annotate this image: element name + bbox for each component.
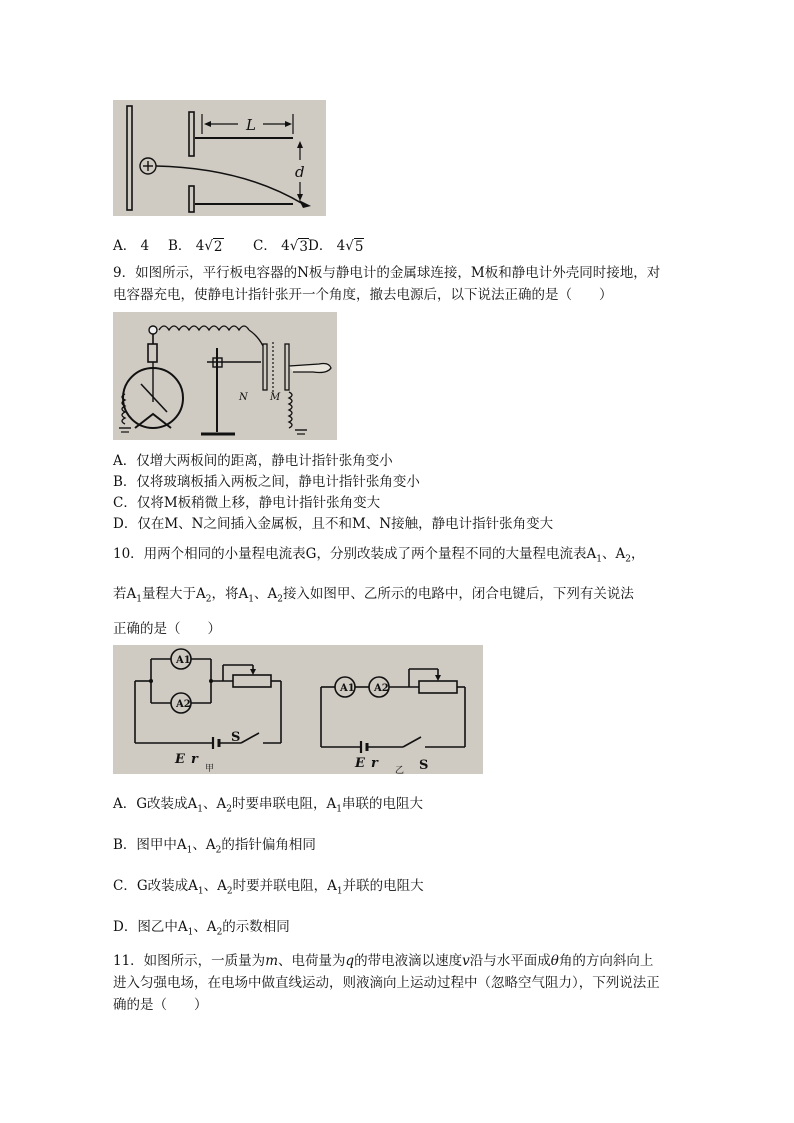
q10-option-d: D．图乙中$A_1$、$A_2$的示数相同 bbox=[113, 919, 290, 938]
label-N: N bbox=[239, 392, 248, 403]
meter-a2-jia: A2 bbox=[176, 699, 191, 710]
label-r-jia: r bbox=[191, 752, 198, 767]
label-d: d bbox=[295, 163, 305, 181]
q10-option-b: B．图甲中$A_1$、$A_2$的指针偏角相同 bbox=[113, 837, 316, 856]
q8-option-d: D． 4√ 5 bbox=[308, 238, 364, 255]
label-L: L bbox=[246, 116, 256, 134]
q11-stem-line1: 11．如图所示，一质量为m、电荷量为q的带电液滴以速度v沿与水平面成θ角的方向斜向上 bbox=[113, 953, 654, 969]
circuit-yi bbox=[321, 669, 465, 753]
figure-q9-electrometer bbox=[113, 312, 337, 440]
q10-stem-line2: 若$A_1$量程大于$A_2$，将$A_1$、$A_2$接入如图甲、乙所示的电路中，闭合电键后，下列有关说法 bbox=[113, 586, 634, 605]
label-jia: 甲 bbox=[205, 764, 215, 774]
q11-stem-line3: 确的是（ ） bbox=[113, 997, 208, 1013]
q10-option-c: C．G改装成$A_1$、$A_2$时要并联电阻，$A_1$并联的电阻大 bbox=[113, 878, 424, 897]
label-M: M bbox=[270, 392, 281, 403]
meter-a2-yi: A2 bbox=[374, 683, 389, 694]
q10-option-a: A．G改装成$A_1$、$A_2$时要串联电阻，$A_1$串联的电阻大 bbox=[113, 796, 423, 815]
label-E-yi: E bbox=[355, 756, 365, 771]
q10-stem-line1: 10．用两个相同的小量程电流表G，分别改装成了两个量程不同的大量程电流表$A_1$、$A_2$， bbox=[113, 546, 645, 565]
meter-a1-yi: A1 bbox=[340, 683, 355, 694]
q9-option-b: B．仅将玻璃板插入两板之间，静电计指针张角变小 bbox=[113, 474, 420, 490]
q8-option-b: B． 4√ 2 bbox=[168, 238, 223, 255]
label-yi: 乙 bbox=[395, 766, 405, 774]
q9-option-c: C．仅将M板稍微上移，静电计指针张角变大 bbox=[113, 495, 381, 511]
q8-option-a: A． 4 bbox=[113, 238, 150, 254]
q8-option-c: C． 4√ 3 bbox=[253, 238, 308, 255]
q9-option-d: D．仅在M、N之间插入金属板，且不和M、N接触，静电计指针张角变大 bbox=[113, 516, 554, 532]
figure-q8-deflection bbox=[113, 100, 326, 216]
circuit-jia bbox=[135, 649, 281, 749]
meter-a1-jia: A1 bbox=[176, 655, 191, 666]
q9-option-a: A．仅增大两板间的距离，静电计指针张角变小 bbox=[113, 453, 393, 469]
label-S-jia: S bbox=[231, 730, 241, 745]
label-E-jia: E bbox=[175, 752, 185, 767]
q10-stem-line3: 正确的是（ ） bbox=[113, 621, 221, 637]
q9-stem-line2: 电容器充电，使静电计指针张开一个角度，撤去电源后，以下说法正确的是（ ） bbox=[113, 287, 613, 303]
q11-stem-line2: 进入匀强电场，在电场中做直线运动，则液滴向上运动过程中（忽略空气阻力），下列说法正 bbox=[113, 975, 660, 991]
label-r-yi: r bbox=[371, 756, 378, 771]
figure-q10-circuits bbox=[113, 645, 483, 774]
label-S-yi: S bbox=[419, 758, 429, 773]
q9-stem-line1: 9．如图所示，平行板电容器的N板与静电计的金属球连接，M板和静电计外壳同时接地，对 bbox=[113, 265, 661, 281]
